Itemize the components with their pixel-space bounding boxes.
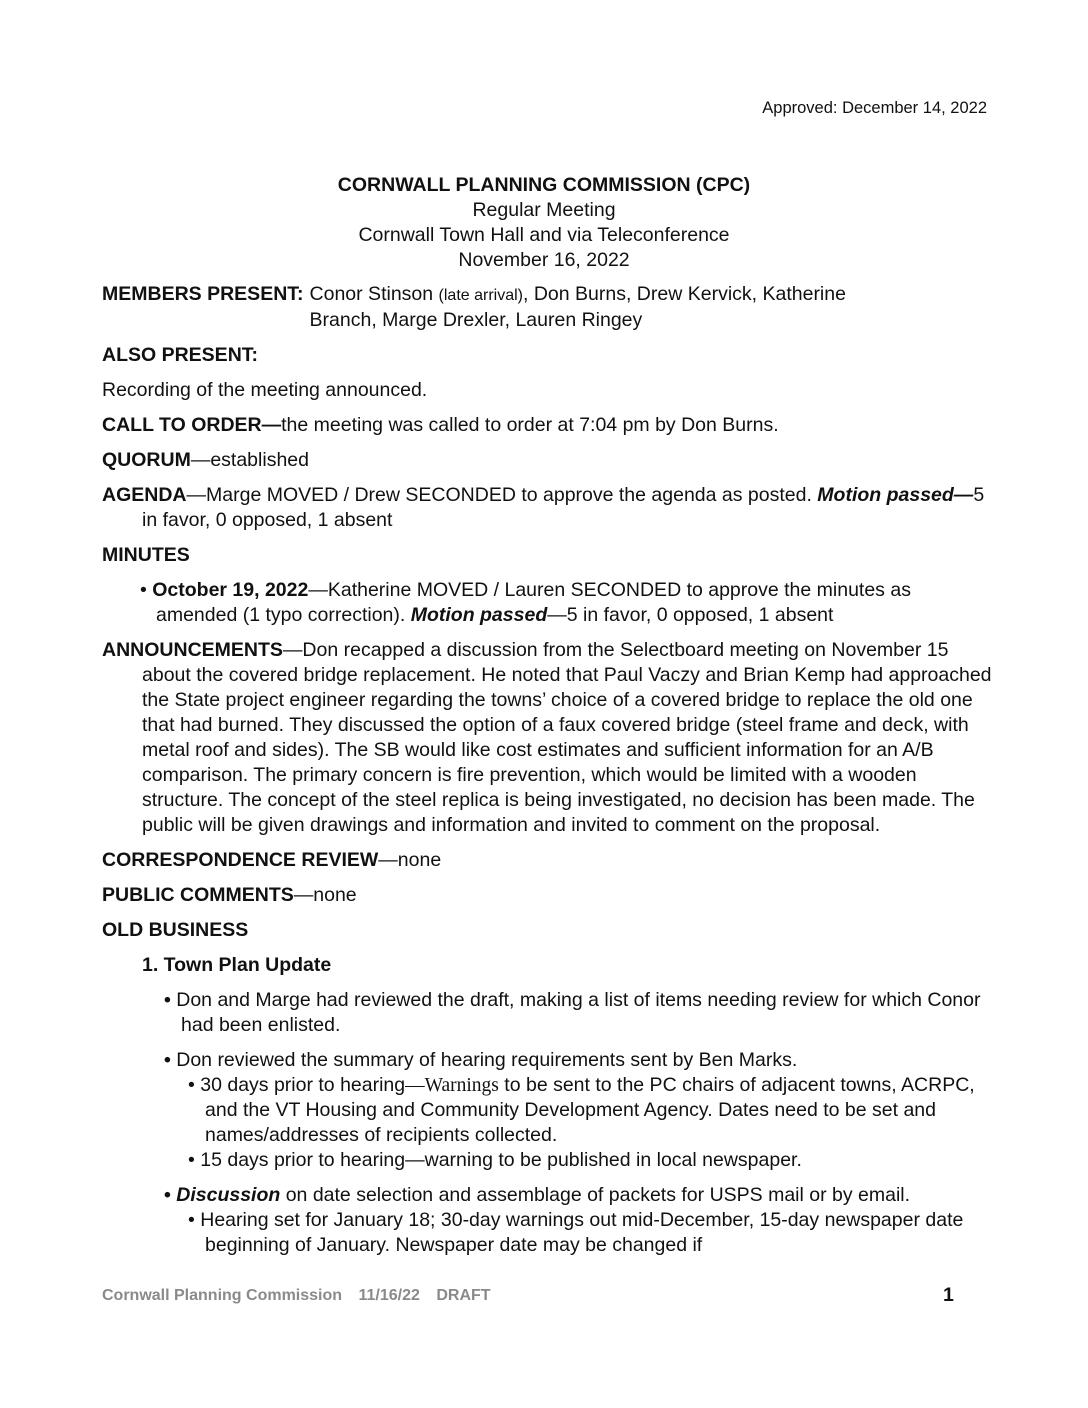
minutes-result: —5 in favor, 0 opposed, 1 absent [547,604,834,626]
members-line-1: , Don Burns, Drew Kervick, Katherine [523,283,846,305]
footer-org: Cornwall Planning Commission [102,1287,343,1304]
list-item [164,988,992,1038]
footer-status: DRAFT [436,1287,491,1304]
minutes-heading: MINUTES [102,544,190,566]
call-to-order-text: the meeting was called to order at 7:04 pm by Don Burns. [281,414,779,436]
meeting-location: Cornwall Town Hall and via Teleconference [358,224,730,246]
bullet-icon: • [140,579,153,601]
list-item-text: Don and Marge had reviewed the draft, making a list of items needing review for which Conor had been enlisted. [176,989,981,1036]
sub-item-text: 15 days prior to hearing [200,1149,406,1171]
members-line-2: Branch, Marge Drexler, Lauren Ringey [309,309,643,331]
also-present-heading: ALSO PRESENT: [102,344,259,366]
town-plan-update-heading: 1. Town Plan Update [142,954,332,976]
public-comments-text: —none [293,884,357,906]
minutes-item [140,578,992,628]
minutes-motion: Motion passed [410,604,548,626]
bullet-icon: • [188,1209,201,1231]
list-item [164,1183,992,1208]
title-block [0,173,1088,273]
bullet-icon: • [188,1074,201,1096]
minutes-date: October 19, 2022 [152,579,309,601]
approval-note: Approved: December 14, 2022 [762,99,987,117]
minutes-text: —Katherine MOVED / Lauren SECONDED to approve the minutes as amended (1 typo correction). [156,579,911,626]
member-name: Conor Stinson [309,283,434,305]
meeting-type: Regular Meeting [472,199,616,221]
document-title: CORNWALL PLANNING COMMISSION (CPC) [337,174,751,196]
agenda [102,483,992,533]
agenda-label: AGENDA [102,484,187,506]
sub-list-item [188,1148,992,1173]
sub-list-item [188,1073,992,1148]
announcements-label: ANNOUNCEMENTS [102,639,283,661]
quorum-label: QUORUM [102,449,191,471]
bullet-icon: • [188,1149,201,1171]
footer-date: 11/16/22 [358,1287,420,1304]
quorum [102,448,992,473]
list-item [164,1048,992,1073]
recording-note: Recording of the meeting announced. [102,379,428,401]
sub-item-text: Hearing set for January 18; 30-day warnings out mid-December, 15-day newspaper date beginning of January. Newspaper date may be changed if [200,1209,964,1256]
agenda-result: 5 in favor, 0 opposed, 1 absent [142,484,985,531]
announcements-text: —Don recapped a discussion from the Selectboard meeting on November 15 about the covered bridge replacement. He noted that Paul Vaczy and Brian Kemp had approached the State project engineer regarding the towns’ choice of a covered bridge to replace the old one that had burned. They discussed the option of a faux covered bridge (steel frame and deck, with metal roof and sides). The SB would like cost estimates and sufficient information for an A/B comparison. The primary concern is fire prevention, which would be limited with a wooden structure. The concept of the steel replica is being investigated, no decision has been made. The public will be given drawings and information and invited to comment on the proposal. [142,639,992,836]
meeting-date: November 16, 2022 [458,249,630,271]
public-comments [102,883,992,908]
page-footer [102,1287,503,1305]
late-arrival-note: (late arrival) [438,287,523,304]
call-to-order [102,413,992,438]
bullet-icon: • [164,989,177,1011]
sub-item-text: —Warnings [405,1075,499,1096]
correspondence-label: CORRESPONDENCE REVIEW [102,849,379,871]
sub-item-text: 30 days prior to hearing [200,1074,406,1096]
list-item-text: Don reviewed the summary of hearing requirements sent by Ben Marks. [176,1049,798,1071]
discussion-label: Discussion [176,1184,281,1206]
list-item-text: on date selection and assemblage of packets for USPS mail or by email. [280,1184,911,1206]
old-business-heading: OLD BUSINESS [102,919,249,941]
sub-list-item [188,1208,992,1258]
members-present [102,282,992,333]
quorum-text: —established [190,449,309,471]
announcements [102,638,992,838]
agenda-motion: Motion passed— [817,484,974,506]
sub-item-text: —warning to be published in local newspaper. [405,1149,802,1171]
sub-item-text: to be sent to the PC chairs of adjacent towns, ACRPC, and the VT Housing and Community Development Agency. Dates need to be set and names/addresses of recipients collected. [205,1074,975,1146]
page-number: 1 [943,1284,954,1306]
correspondence-review [102,848,992,873]
members-list [310,282,846,333]
correspondence-text: —none [378,849,442,871]
minutes-body [102,282,992,1258]
agenda-text: —Marge MOVED / Drew SECONDED to approve the agenda as posted. [186,484,818,506]
bullet-icon: • [164,1049,177,1071]
call-to-order-label: CALL TO ORDER— [102,414,282,436]
public-comments-label: PUBLIC COMMENTS [102,884,294,906]
members-label: MEMBERS PRESENT: [102,283,304,305]
bullet-icon: • [164,1184,177,1206]
